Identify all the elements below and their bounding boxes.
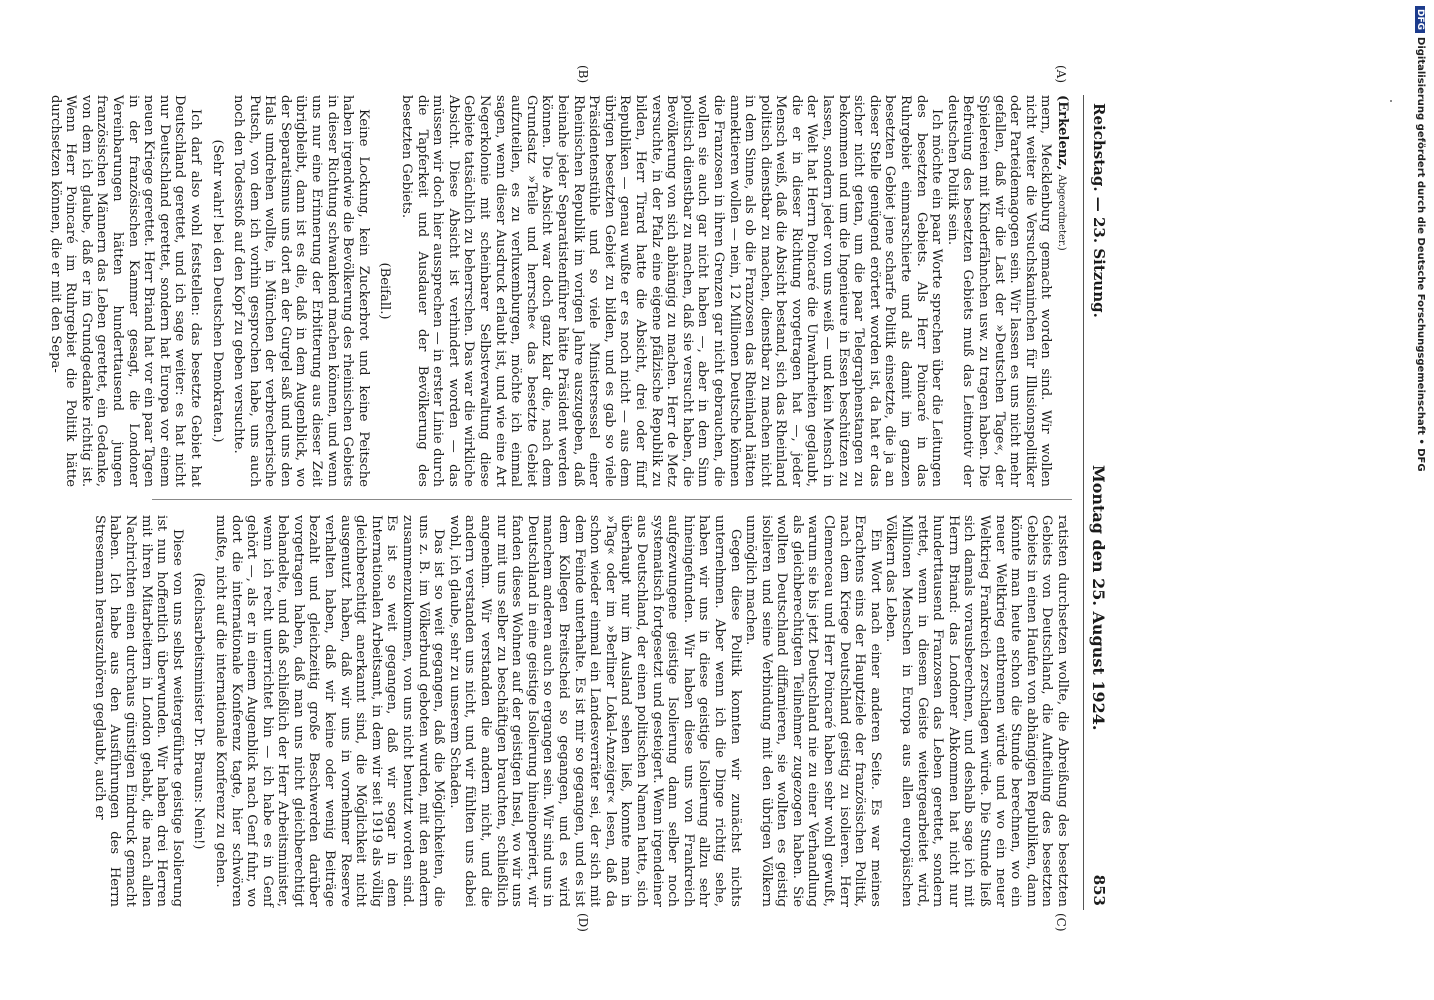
margin-marker-d: (D) <box>576 913 590 932</box>
scan-speck <box>1390 100 1392 102</box>
header-date: Montag den 25. August 1924. <box>1089 465 1108 731</box>
interjection: (Reichsarbeitsminister Dr. Brauns: Nein!) <box>191 572 207 850</box>
paragraph: Diese von uns selbst weitergeführte geistige Isolierung ist nun hoffentlich überwunden. Wir haben drei Herren mit ihren Mitarbeitern in London gehabt, die nach allen Nachrichten einen durchaus günstigen Eindruck gemacht haben. Ich habe aus den Ausführungen des Herrn Stresemann herauszuhören geglaubt, auch er <box>91 515 185 907</box>
document-page <box>47 65 1110 932</box>
paragraph: Keine Lockung, kein Zuckerbrot und keine Peitsche haben irgendwie die Bevölkerung des rheinischen Gebiets in dieser Richtung schwankend machen können, und wenn uns nur eine Erinnerung der Erbitterung aus dieser Zeit übrigbleibt, dann ist es die, daß in dem Augenblick, wo der Separatismus uns dort an der Gurgel saß und uns den Hals umdrehen wollte, in München der verbrecherische Putsch, von dem ich vorhin gesprochen habe, uns auch noch den Todesstoß auf den Kopf zu geben versuchte. <box>231 95 371 487</box>
left-column <box>47 95 1070 487</box>
paragraph: Ich möchte ein paar Worte sprechen über die Leitungen des besetzten Gebiets. Als Herr Poincaré in das Ruhrgebiet einmarschierte und als damit im ganzen besetzten Gebiet jene scharfe Politik einsetzte, die ja an dieser Stelle genügend erörtert worden ist, da hat er das sicher nicht getan, um die paar Telegraphenstangen zu bekommen und um die Ingenieure in Essen beschützen zu lassen, sondern jeder von uns weiß — und kein Mensch in der Welt hat Herrn Poincaré die Unwahrheiten geglaubt, die er in dieser Richtung vorgetragen hat —, jeder Mensch weiß, daß die Absicht bestand, sich das Rheinland politisch dienstbar zu machen, dienstbar zu machen nicht in dem Sinne, als ob die Franzosen das Rheinland hätten annektieren wollen — nein, 12 Millionen Deutsche können die Franzosen in ihren Grenzen gar nicht gebrauchen, die wollen sie auch gar nicht haben —, aber in dem Sinn politisch dienstbar zu machen, daß sie versucht haben, die Bevölkerung von sich abhängig zu machen. Herr de Metz versuchte, in der Pfalz eine eigene pfälzische Republik zu bilden, Herr Tirard hatte die Absicht, drei oder fünf Republiken — genau wußte er es noch nicht — aus dem übrigen besetzten Gebiet zu bilden, und es gab so viele Präsidentenstühle und so viele Ministersessel einer Rheinischen Republik im vorigen Jahre auszugeben, daß beinahe jeder Separatistenführer hätte Präsident werden können. Die Absicht war doch ganz klar die, nach dem Grundsatz »Teile und herrsche« das besetzte Gebiet aufzuteilen, es zu verluxemburgen, möchte ich einmal sagen, wenn dieser Ausdruck erlaubt ist, und wie eine Art Negerkolonie mit scheinbarer Selbstverwaltung diese Gebiete tatsächlich zu beherrschen. Das war die wirkliche Absicht. Diese Absicht ist verhindert worden — das müssen wir doch hier aussprechen — in erster Linie durch die Tapferkeit und Ausdauer der Bevölkerung des besetzten Gebiets. <box>399 95 945 487</box>
speaker-role: Abgeordneter.) <box>1056 174 1067 251</box>
paragraph: ratisten durchsetzen wollte, die Abreißung des besetzten Gebiets von Deutschland, die Aufteilung des besetzten Gebiets in einen Haufen von abhängigen Republiken, dann könnte man heute schon die Stunde berechnen, wo ein neuer Weltkrieg entbrennen würde und wo ein neuer Weltkrieg Frankreich zerschlagen würde. Die Stunde ließ sich damals vorausberechnen, und deshalb sage ich mit Herrn Briand: das Londoner Abkommen hat nicht nur hunderttausend Franzosen das Leben gerettet, sondern rettet, wenn in diesem Geiste weitergearbeitet wird, Millionen Menschen in Europa aus allen europäischen Völkern das Leben. <box>883 515 1070 907</box>
applause-note: (Beifall.) <box>377 262 393 320</box>
speaker-name: (Erkelenz, <box>1055 95 1070 171</box>
margin-marker-c: (C) <box>1054 913 1068 932</box>
page-header <box>1088 95 1110 910</box>
margin-marker-a: (A) <box>1054 65 1068 84</box>
dfg-credit-text: Digitalisierung gefördert durch die Deutsche Forschungsgemeinschaft • DFG <box>1415 37 1426 472</box>
dfg-credit-line <box>1412 6 1426 996</box>
header-rule <box>1083 95 1084 910</box>
margin-marker-b: (B) <box>576 65 590 84</box>
paragraph: Das ist so weit gegangen, daß die Möglichkeiten, die uns z. B. im Völkerbund geboten wurden, mit den andern zusammenzukommen, von uns nicht benutzt worden sind. Es ist so weit gegangen, daß wir sogar in dem Internationalen Arbeitsamt, in dem wir seit 1919 als völlig gleichberechtigt anerkannt sind, die Möglichkeit nicht ausgenutzt haben, daß wir uns in vornehmer Reserve verhalten haben, daß wir keine oder wenig Beiträge bezahlt und gleichzeitig große Beschwerden darüber vorgetragen haben, daß man uns nicht gleichberechtigt behandelte, und daß schließlich der Herr Arbeitsminister, wenn ich recht unterrichtet bin — ich habe es in Genf gehört —, als er in einem Augenblick nach Genf fuhr, wo dort die internationale Konferenz tagte, hier schwören mußte, nicht auf die internationale Konferenz zu gehen. <box>212 515 447 907</box>
speaker-line <box>1053 95 1070 487</box>
header-session: Reichstag. — 23. Sitzung. <box>1090 103 1108 318</box>
paragraph: mern, Mecklenburg gemacht worden sind. Wir wollen nicht weiter die Versuchskaninchen für Illusionspolitiker oder Parteidemagogen sein. Wir lassen es uns nicht mehr gefallen, daß wir die Last der »Deutschen Tage«, der Spielereien mit Kinderfähnchen usw. zu tragen haben. Die Befreiung des besetzten Gebiets muß das Leitmotiv der deutschen Politik sein. <box>944 95 1054 487</box>
interjection: (Sehr wahr! bei den Deutschen Demokraten.) <box>209 139 225 443</box>
paragraph: Ich darf also wohl feststellen: das besetzte Gebiet hat Deutschland gerettet, und ich sage weiter: es hat nicht nur Deutschland gerettet, sondern hat Europa vor einem neuen Kriege gerettet. Herr Briand hat vor ein paar Tagen in der französischen Kammer gesagt, die Londoner Vereinbarungen hätten hunderttausend jungen französischen Männern das Leben gerettet, ein Gedanke, von dem ich glaube, daß er im Grundgedanke richtig ist. Wenn Herr Poincaré im Ruhrgebiet die Politik hätte durchsetzen können, die er mit den Sepa- <box>47 95 203 487</box>
page-number: 853 <box>1090 874 1108 906</box>
column-divider <box>152 499 1072 500</box>
right-column <box>91 515 1070 907</box>
dfg-logo: DFG <box>1415 6 1425 33</box>
paragraph: Gegen diese Politik konnten wir zunächst nichts unternehmen. Aber wenn ich die Dinge richtig sehe, haben wir uns in diese geistige Isolierung allzu sehr hineingefunden. Wir haben diese uns von Frankreich aufgezwungene geistige Isolierung dann selber noch systematisch fortgesetzt und gesteigert. Wenn irgendeiner aus Deutschland, der einen politischen Namen hatte, sich überhaupt nur im Ausland sehen ließ, konnte man in »Tag« oder im »Berliner Lokal-Anzeiger« lesen, daß da schon wieder einmal ein Landesverräter sei, der sich mit dem Feinde unterhalte. Es ist mir so gegangen, und es ist dem Kollegen Breitscheid so gegangen, und es wird manchem anderen auch so ergangen sein. Wir sind uns in Deutschland in eine geistige Isolierung hineinoperiert, wir fanden dieses Wohnen auf der geistigen Insel, wo wir uns nur mit uns selber zu beschäftigen brauchten, schließlich angenehm. Wir verstanden die andern nicht, und die andern verstanden uns nicht, und wir fühlten uns dabei wohl, ich glaube, sehr zu unserem Schaden. <box>446 515 743 907</box>
paragraph: Ein Wort nach einer anderen Seite. Es war meines Erachtens eins der Hauptziele der französischen Politik, nach dem Kriege Deutschland geistig zu isolieren. Herr Clemenceau und Herr Poincaré haben sehr wohl gewußt, warum sie bis jetzt Deutschland nie zu einer Verhandlung als gleichberechtigten Teilnehmer zugezogen haben. Sie wollten Deutschland diffamieren, sie wollten es geistig isolieren und seine Verbindung mit den übrigen Völkern unmöglich machen. <box>743 515 883 907</box>
